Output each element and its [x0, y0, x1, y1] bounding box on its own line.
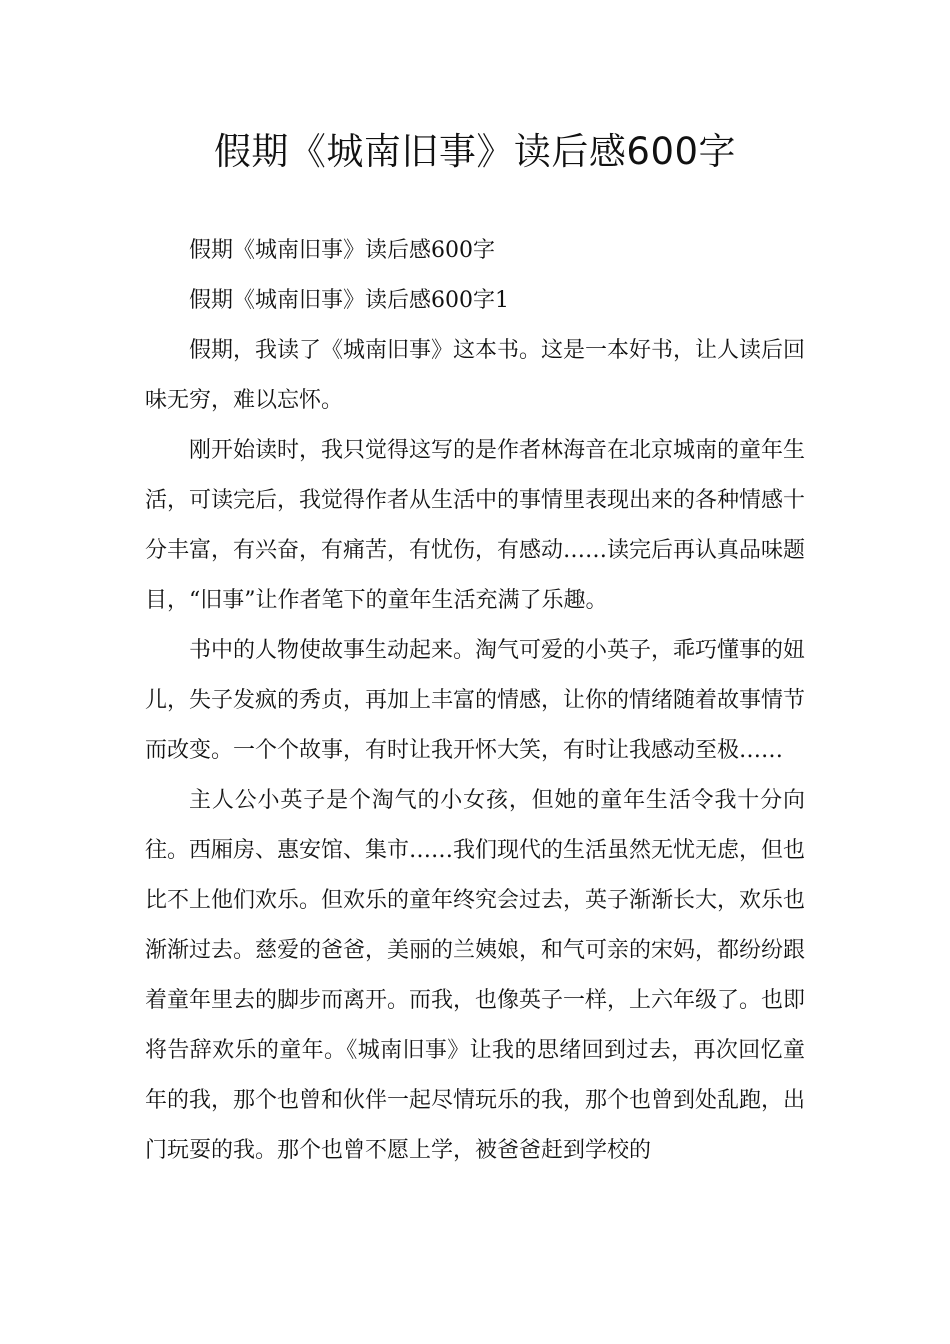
paragraph-section-heading: 假期《城南旧事》读后感600字1 [189, 288, 509, 313]
document-body [145, 226, 805, 1176]
paragraph-protagonist: 主人公小英子是个淘气的小女孩，但她的童年生活令我十分向往。西厢房、惠安馆、集市……我们现代的生活虽然无忧无虑，但也比不上他们欢乐。但欢乐的童年终究会过去，英子渐渐长大，欢乐也渐渐过去。慈爱的爸爸，美丽的兰姨娘，和气可亲的宋妈，都纷纷跟着童年里去的脚步而离开。而我，也像英子一样，上六年级了。也即将告辞欢乐的童年。《城南旧事》让我的思绪回到过去，再次回忆童年的我，那个也曾和伙伴一起尽情玩乐的我，那个也曾到处乱跑，出门玩耍的我。那个也曾不愿上学，被爸爸赶到学校的 [145, 788, 806, 1163]
document-title: 假期《城南旧事》读后感600字 [213, 130, 737, 173]
paragraph-first-reading: 刚开始读时，我只觉得这写的是作者林海音在北京城南的童年生活，可读完后，我觉得作者从生活中的事情里表现出来的各种情感十分丰富，有兴奋，有痛苦，有忧伤，有感动……读完后再认真品味题目，“旧事”让作者笔下的童年生活充满了乐趣。 [145, 438, 806, 613]
paragraph-subtitle: 假期《城南旧事》读后感600字 [189, 238, 495, 263]
paragraph-characters: 书中的人物使故事生动起来。淘气可爱的小英子，乖巧懂事的妞儿，失子发疯的秀贞，再加上丰富的情感，让你的情绪随着故事情节而改变。一个个故事，有时让我开怀大笑，有时让我感动至极…… [145, 638, 806, 763]
paragraph-intro: 假期，我读了《城南旧事》这本书。这是一本好书，让人读后回味无穷，难以忘怀。 [145, 338, 806, 413]
